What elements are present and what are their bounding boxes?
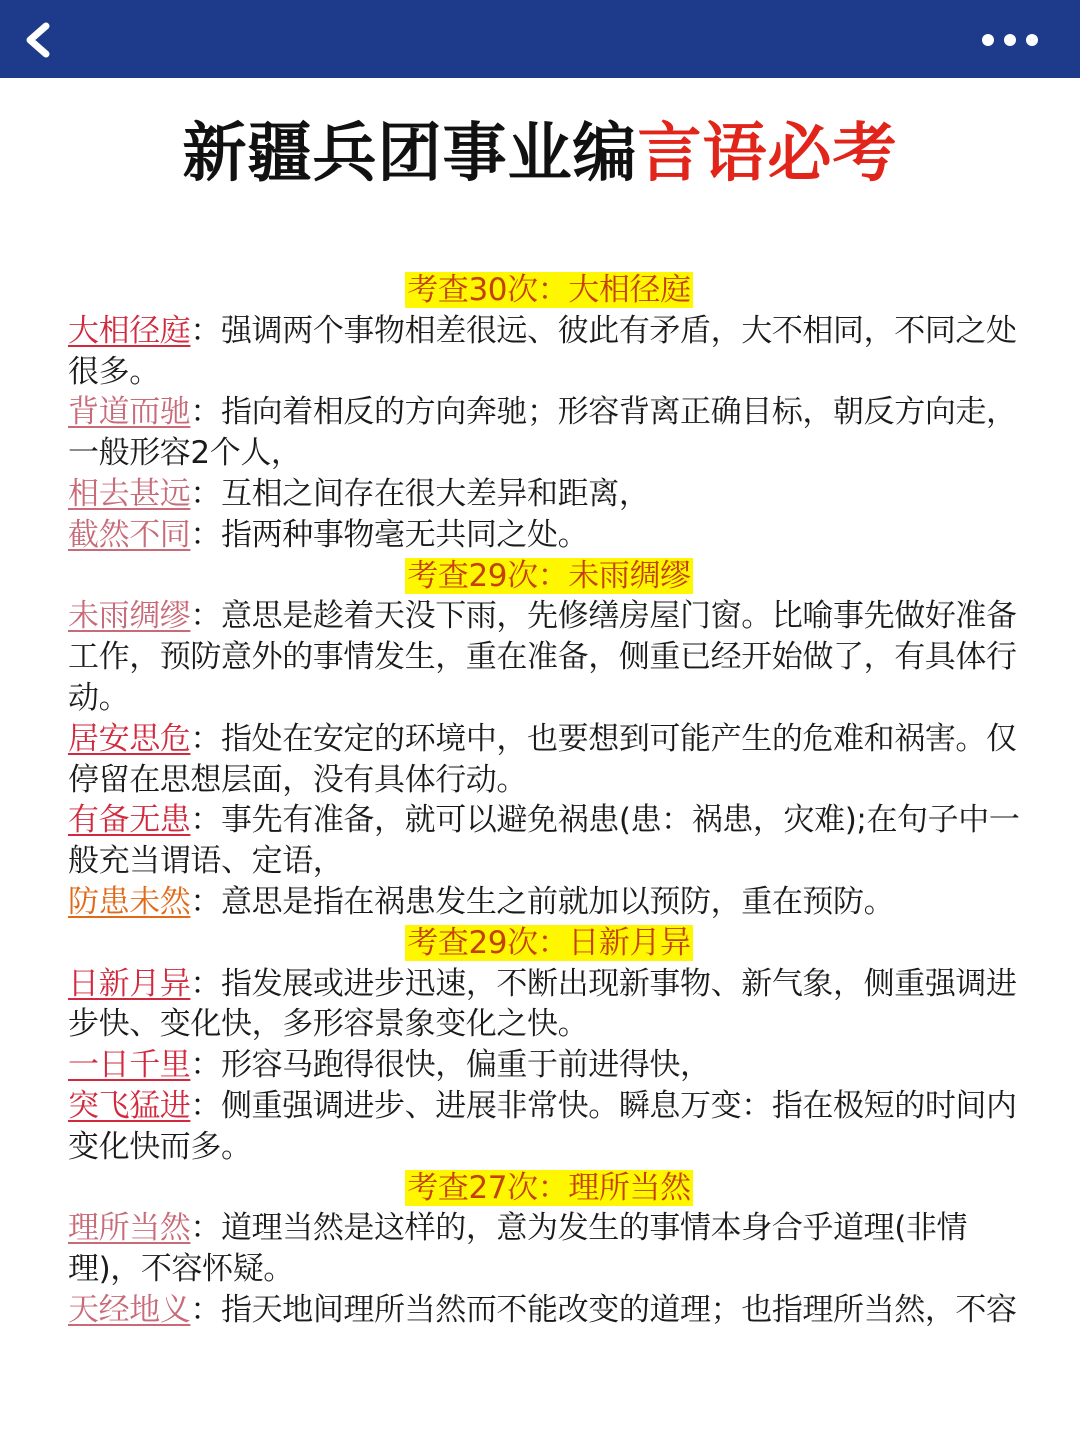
idiom-definition: 道理当然是这样的，意为发生的事情本身合乎道理(非情理)，不容怀疑。 <box>68 1210 968 1288</box>
idiom-definition: 指处在安定的环境中，也要想到可能产生的危难和祸害。仅停留在思想层面，没有具体行动。 <box>68 720 1017 798</box>
section-heading: 考查30次：大相径庭 <box>407 272 691 308</box>
list-item: 大相径庭：强调两个事物相差很远、彼此有矛盾，大不相同，不同之处很多。 <box>68 312 1017 390</box>
section-heading: 考查29次：日新月异 <box>407 924 691 961</box>
idiom-definition: 意思是趁着天没下雨，先修缮房屋门窗。比喻事先做好准备工作，预防意外的事情发生，重在准备，侧重已经开始做了，有具体行动。 <box>68 598 1017 716</box>
idiom-term: 防患未然 <box>68 883 191 920</box>
idiom-definition: 指向着相反的方向奔驰；形容背离正确目标，朝反方向走，一般形容2个人， <box>68 394 1017 472</box>
list-item: 日新月异：指发展或进步迅速，不断出现新事物、新气象，侧重强调进步快、变化快，多形容景象变化之快。 <box>68 965 1017 1043</box>
title-highlight: 言语必考 <box>637 116 898 191</box>
list-item: 背道而驰：指向着相反的方向奔驰；形容背离正确目标，朝反方向走，一般形容2个人， <box>68 394 1017 472</box>
idiom-term: 大相径庭 <box>68 312 191 349</box>
idiom-definition: 侧重强调进步、进展非常快。瞬息万变：指在极短的时间内变化快而多。 <box>68 1087 1017 1165</box>
idiom-term: 理所当然 <box>68 1210 191 1247</box>
list-item: 截然不同：指两种事物毫无共同之处。 <box>68 516 589 553</box>
back-button[interactable] <box>16 18 60 62</box>
list-item: 天经地义：指天地间理所当然而不能改变的道理；也指理所当然，不容 <box>68 1291 1017 1328</box>
list-item: 未雨绸缪：意思是趁着天没下雨，先修缮房屋门窗。比喻事先做好准备工作，预防意外的事情发生，重在准备，侧重已经开始做了，有具体行动。 <box>68 598 1017 716</box>
page-title <box>0 112 1080 196</box>
idiom-term: 截然不同 <box>68 516 191 553</box>
idiom-definition: 互相之间存在很大差异和距离， <box>221 475 650 512</box>
idiom-definition: 强调两个事物相差很远、彼此有矛盾，大不相同，不同之处很多。 <box>68 312 1017 390</box>
list-item: 理所当然：道理当然是这样的，意为发生的事情本身合乎道理(非情理)，不容怀疑。 <box>68 1210 968 1288</box>
more-dots-icon <box>980 28 1044 52</box>
idiom-definition: 指天地间理所当然而不能改变的道理；也指理所当然，不容 <box>221 1291 1017 1328</box>
list-item: 有备无患：事先有准备，就可以避免祸患(患：祸患，灾难);在句子中一般充当谓语、定语， <box>68 802 1020 880</box>
idiom-term: 相去甚远 <box>68 475 191 512</box>
section-3 <box>68 923 1030 1168</box>
more-button[interactable] <box>980 28 1044 52</box>
idiom-definition: 意思是指在祸患发生之前就加以预防，重在预防。 <box>221 883 895 920</box>
idiom-definition: 形容马跑得很快，偏重于前进得快， <box>221 1047 711 1084</box>
idiom-definition: 事先有准备，就可以避免祸患(患：祸患，灾难);在句子中一般充当谓语、定语， <box>68 802 1020 880</box>
idiom-list <box>68 270 1030 1331</box>
list-item: 相去甚远：互相之间存在很大差异和距离， <box>68 475 650 512</box>
title-main: 新疆兵团事业编 <box>182 116 638 191</box>
idiom-term: 未雨绸缪 <box>68 598 191 635</box>
section-2 <box>68 556 1030 923</box>
list-item: 一日千里：形容马跑得很快，偏重于前进得快， <box>68 1047 711 1084</box>
idiom-term: 日新月异 <box>68 965 191 1002</box>
idiom-definition: 指两种事物毫无共同之处。 <box>221 516 589 553</box>
idiom-term: 天经地义 <box>68 1291 191 1328</box>
list-item: 居安思危：指处在安定的环境中，也要想到可能产生的危难和祸害。仅停留在思想层面，没有具体行动。 <box>68 720 1017 798</box>
section-heading: 考查27次：理所当然 <box>407 1169 691 1206</box>
top-nav-bar <box>0 0 1080 78</box>
section-1 <box>68 270 1030 556</box>
section-4 <box>68 1168 1030 1331</box>
idiom-term: 背道而驰 <box>68 394 191 431</box>
idiom-term: 有备无患 <box>68 802 191 839</box>
list-item: 防患未然：意思是指在祸患发生之前就加以预防，重在预防。 <box>68 883 895 920</box>
section-heading: 考查29次：未雨绸缪 <box>407 557 691 594</box>
idiom-term: 居安思危 <box>68 720 191 757</box>
idiom-term: 一日千里 <box>68 1047 191 1084</box>
list-item: 突飞猛进：侧重强调进步、进展非常快。瞬息万变：指在极短的时间内变化快而多。 <box>68 1087 1017 1165</box>
chevron-left-icon <box>16 18 60 62</box>
idiom-term: 突飞猛进 <box>68 1087 191 1124</box>
idiom-definition: 指发展或进步迅速，不断出现新事物、新气象，侧重强调进步快、变化快，多形容景象变化之快。 <box>68 965 1017 1043</box>
